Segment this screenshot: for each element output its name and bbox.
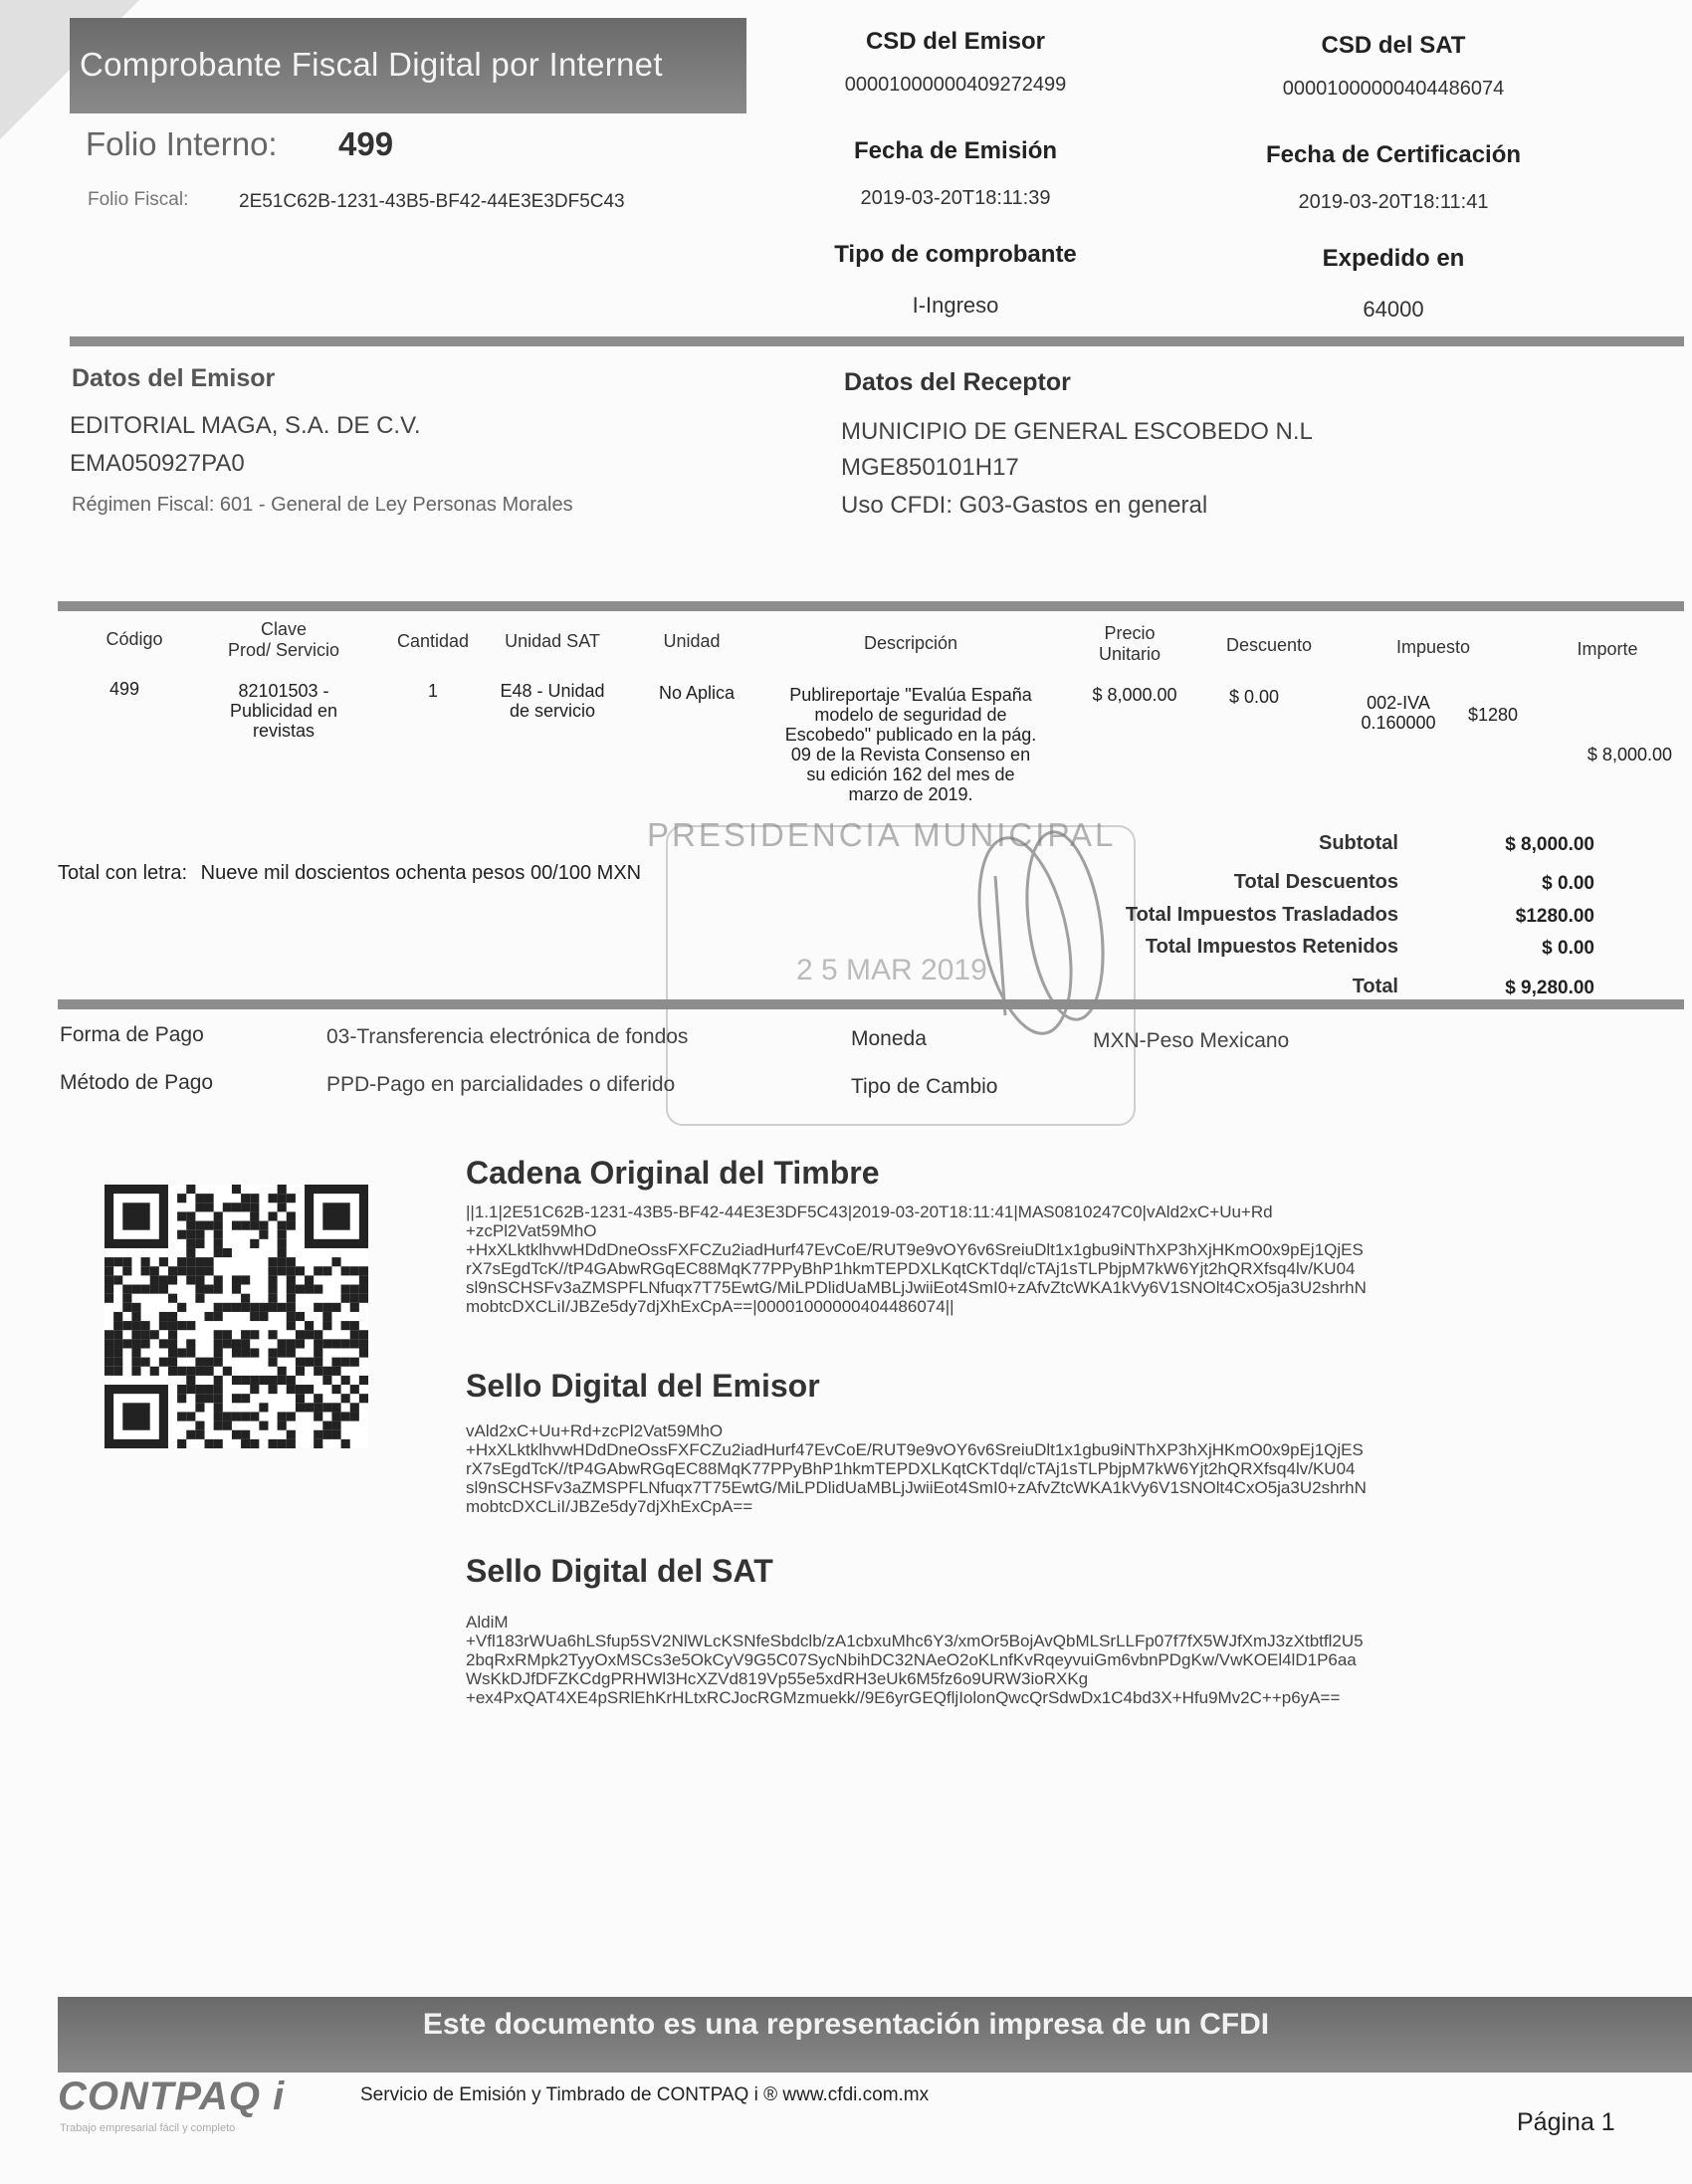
stamp-date: 2 5 MAR 2019 [796,954,987,986]
page-number: Página 1 [1517,2108,1615,2136]
folio-fiscal-label: Folio Fiscal: [88,189,189,210]
tipo-comprobante-label: Tipo de comprobante [834,241,1077,268]
cell-impuesto-tipo: 002-IVA 0.160000 [1361,693,1436,733]
col-precio-unitario: Precio Unitario [1098,623,1162,664]
retenidos-value: $ 0.00 [1542,938,1594,959]
cell-codigo: 499 [108,679,140,699]
csd-emisor-value: 00001000000409272499 [844,74,1067,96]
sello-emisor-title: Sello Digital del Emisor [466,1368,820,1404]
col-impuesto: Impuesto [1395,637,1471,657]
total-letra-label: Total con letra: [58,862,188,884]
col-codigo: Código [106,629,163,649]
emisor-name: EDITORIAL MAGA, S.A. DE C.V. [70,412,421,439]
metodo-pago-value: PPD-Pago en parcialidades o diferido [326,1073,676,1096]
divider [58,601,1684,611]
folio-interno-label: Folio Interno: [86,125,278,162]
col-descripcion: Descripción [863,633,958,653]
descuentos-label: Total Descuentos [1233,871,1398,893]
sello-emisor-body: vAld2xC+Uu+Rd+zcPl2Vat59MhO +HxXLktklhvwHDdDneOssFXFCZu2iadHurf47EvCoE/RUT9e9vOY6v6SreiuDlt1x1gbu9iNThXP3hXjHKmO0x9pEj1QjES rX7sEgdTcK//tP4GAbwRGqEC88MqK77PPyBhP1hkmTEPDXLKqtCKTdql/cTAj1sTLPbjpM7kW6Yjt2hQRXfsq4lv/KU04 sl9nSCHSFv3aZMSPFLNfuqx7T75EwtG/MiLPDlidUaMBLjJwiiEot4SmI0+zAfvZtcWKA1kVy6V1SNOlt4CxO5ja3U2shrhN mobtcDXCLiI/JBZe5dy7djXhExCpA== [466,1421,1367,1516]
tipo-comprobante [786,241,1125,319]
col-unidad: Unidad [663,631,721,651]
col-descuento: Descuento [1225,635,1313,655]
fecha-certificacion [1214,141,1573,214]
stamp-text: PRESIDENCIA MUNICIPAL [647,816,1117,853]
col-clave: Clave Prod/ Servicio [227,619,340,660]
moneda-label: Moneda [851,1027,927,1050]
csd-sat-label: CSD del SAT [1321,32,1466,59]
divider [70,336,1684,346]
subtotal-value: $ 8,000.00 [1505,834,1594,855]
cell-unidad-sat: E48 - Unidad de servicio [500,681,605,721]
document-title: Comprobante Fiscal Digital por Internet [80,46,663,83]
sello-sat-title: Sello Digital del SAT [466,1553,773,1589]
trasladados-value: $1280.00 [1515,906,1594,927]
csd-sat-value: 00001000000404486074 [1282,78,1505,100]
moneda-value: MXN-Peso Mexicano [1093,1029,1290,1052]
cell-unidad: No Aplica [658,683,736,703]
forma-pago-label: Forma de Pago [60,1023,204,1046]
cell-importe: $ 8,000.00 [1586,745,1672,764]
qr-code [105,1185,368,1448]
col-importe: Importe [1577,639,1638,659]
expedido-en [1234,245,1553,323]
fecha-emision [796,137,1115,210]
trasladados-label: Total Impuestos Trasladados [1125,904,1398,926]
folio-fiscal-value: 2E51C62B-1231-43B5-BF42-44E3E3DF5C43 [239,191,625,212]
retenidos-label: Total Impuestos Retenidos [1145,936,1398,958]
csd-emisor [796,28,1115,97]
expedido-value: 64000 [1363,297,1424,322]
csd-emisor-label: CSD del Emisor [865,28,1046,55]
cell-clave: 82101503 - Publicidad en revistas [229,681,338,741]
cell-descuento: $ 0.00 [1229,687,1280,707]
service-text: Servicio de Emisión y Timbrado de CONTPAQ i ® www.cfdi.com.mx [360,2084,930,2105]
receptor-name: MUNICIPIO DE GENERAL ESCOBEDO N.L [841,418,1313,445]
receptor-title: Datos del Receptor [844,368,1071,396]
cadena-body: ||1.1|2E51C62B-1231-43B5-BF42-44E3E3DF5C43|2019-03-20T18:11:41|MAS0810247C0|vAld2xC+Uu+Rd +zcPl2Vat59MhO +HxXLktklhvwHDdDneOssFXFCZu2iadHurf47EvCoE/RUT9e9vOY6v6SreiuDlt1x1gbu9iNThXP3hXjHKmO0x9pEj1QjES rX7sEgdTcK//tP4GAbwRGqEC88MqK77PPyBhP1hkmTEPDXLKqtCKTdql/cTAj1sTLPbjpM7kW6Yjt2hQRXfsq4lv/KU04 sl9nSCHSFv3aZMSPFLNfuqx7T75EwtG/MiLPDlidUaMBLjJwiiEot4SmI0+zAfvZtcWKA1kVy6V1SNOlt4CxO5ja3U2shrhN mobtcDXCLiI/JBZe5dy7djXhExCpA==|00001000000404486074|| [466,1202,1367,1316]
emisor-title: Datos del Emisor [72,364,276,392]
emisor-regimen: Régimen Fiscal: 601 - General de Ley Personas Morales [72,494,573,516]
total-letra-value: Nueve mil doscientos ochenta pesos 00/100 MXN [200,862,642,884]
subtotal-label: Subtotal [1319,832,1398,854]
footer-banner-text: Este documento es una representación impresa de un CFDI [422,2008,1270,2041]
sello-sat-body: AldiM +Vfl183rWUa6hLSfup5SV2NlWLcKSNfeSbdclb/zA1cbxuMhc6Y3/xmOr5BojAvQbMLSrLLFp07f7fX5WJfXmJ3zXtbtfl2U5 2bqRxRMpk2TyyOxMSCs3e5OkCyV9G5C07SycNbihDC32NAeO2oKLnfKvRqeyvuiGm6vbnPDgKw/VwKOEl4lD1P6aa WsKkDJfDFZKCdgPRHWl3HcXZVd819Vp55e5xdRH3eUk6M5fz6o9URW3ioRXKg +ex4PxQAT4XE4pSRlEhKrHLtxRCJocRGMzmuekk//9E6yrGEQfljIolonQwcQrSdwDx1C4bd3X+Hfu9Mv2C++p6yA== [466,1613,1364,1707]
contpaqi-logo: CONTPAQ i [58,2075,286,2118]
col-cantidad: Cantidad [396,631,470,651]
receptor-rfc: MGE850101H17 [841,454,1019,481]
fecha-cert-value: 2019-03-20T18:11:41 [1298,191,1489,213]
emisor-rfc: EMA050927PA0 [70,450,245,477]
folio-interno-value: 499 [338,125,394,162]
cell-descripcion: Publireportaje "Evalúa España modelo de seguridad de Escobedo" publicado en la pág. 09 de la Revista Consenso en su edición 162 del mes de marzo de 2019. [784,685,1037,804]
descuentos-value: $ 0.00 [1542,873,1594,894]
expedido-label: Expedido en [1322,245,1465,272]
total-value: $ 9,280.00 [1505,978,1594,998]
col-unidad-sat: Unidad SAT [505,631,600,651]
cell-impuesto-monto: $1280 [1468,705,1519,725]
receptor-uso-cfdi: Uso CFDI: G03-Gastos en general [841,492,1208,519]
contpaqi-tagline: Trabajo empresarial fácil y completo [60,2122,236,2134]
fecha-emision-label: Fecha de Emisión [853,137,1058,164]
csd-sat [1234,32,1553,101]
forma-pago-value: 03-Transferencia electrónica de fondos [326,1025,689,1048]
metodo-pago-label: Método de Pago [60,1071,214,1094]
fecha-cert-label: Fecha de Certificación [1265,141,1522,168]
tipo-cambio-label: Tipo de Cambio [851,1075,998,1098]
cell-cantidad: 1 [427,681,438,701]
cadena-title: Cadena Original del Timbre [466,1155,880,1191]
tipo-comprobante-value: I-Ingreso [912,293,999,318]
divider [58,999,1684,1009]
cell-precio: $ 8,000.00 [1092,685,1177,705]
total-label: Total [1352,976,1398,997]
fecha-emision-value: 2019-03-20T18:11:39 [860,187,1051,209]
total-letra [58,862,641,885]
